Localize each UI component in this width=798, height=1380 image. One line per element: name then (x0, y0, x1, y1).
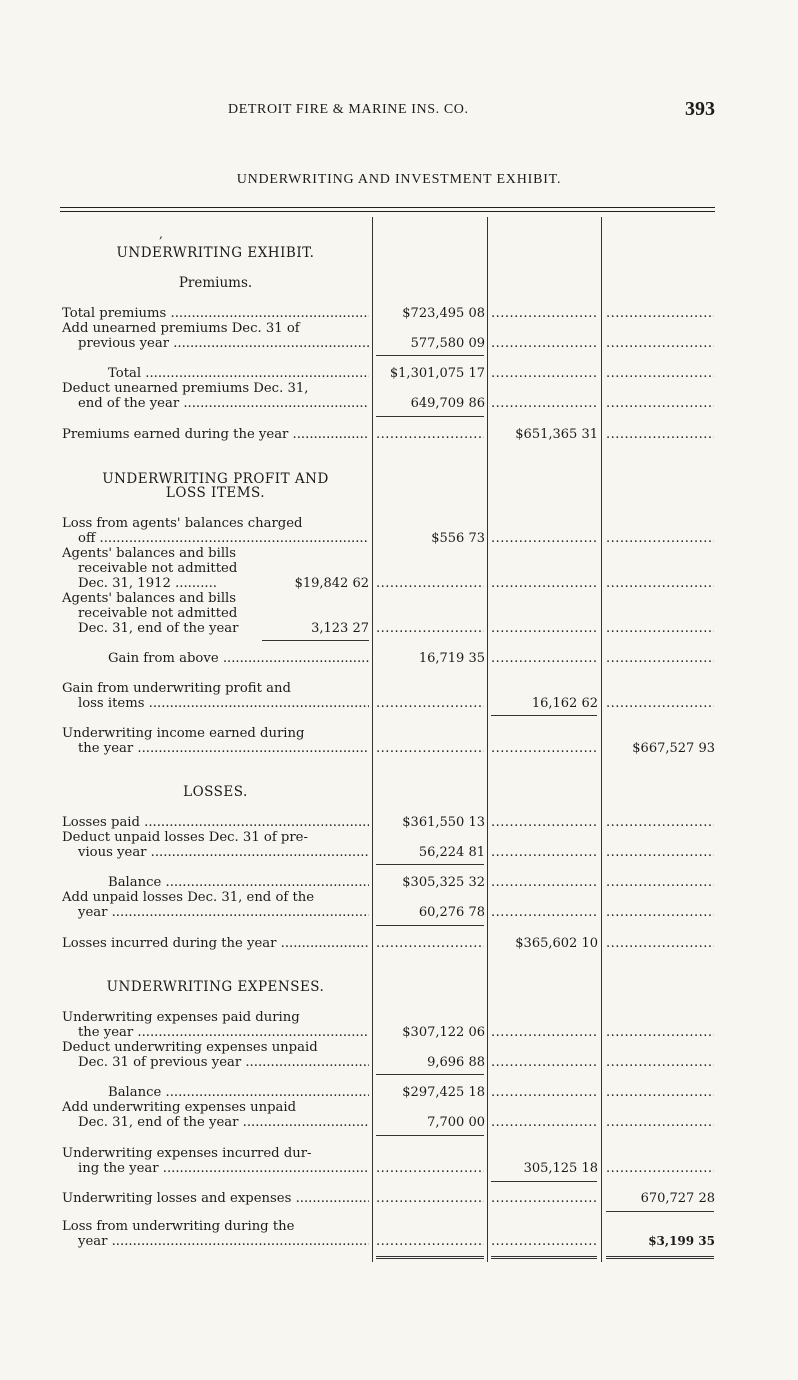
dot-leader (376, 1161, 484, 1176)
dot-leader (606, 1085, 714, 1100)
row-label: receivable not admitted (78, 561, 238, 576)
column-divider (601, 217, 602, 1262)
row-label: the year ..... (62, 1025, 369, 1040)
dot-leader (606, 366, 714, 381)
amount: 60,276 78 (418, 905, 485, 920)
dot-leader (376, 936, 484, 951)
closing-double-rule (376, 1256, 484, 1259)
dot-leader (606, 651, 714, 666)
dot-leader (491, 576, 597, 591)
dot-leader (606, 936, 714, 951)
sum-rule (376, 355, 484, 356)
sum-rule (262, 640, 369, 641)
row-label: ing the year ..... (62, 1161, 369, 1176)
row-label: Underwriting expenses incurred dur- (62, 1146, 312, 1161)
amount: 577,580 09 (410, 336, 485, 351)
sum-rule (376, 1074, 484, 1075)
sum-rule (376, 1135, 484, 1136)
sum-rule (376, 416, 484, 417)
row-label: the year ..... (62, 741, 369, 756)
closing-double-rule (491, 1256, 597, 1259)
dot-leader (606, 875, 714, 890)
amount: $307,122 06 (402, 1025, 485, 1040)
dot-leader (376, 1191, 484, 1206)
dot-leader (606, 531, 714, 546)
dot-leader (491, 1234, 597, 1249)
sum-rule (376, 925, 484, 926)
dot-leader (491, 845, 597, 860)
row-label: Underwriting losses and expenses ..... (62, 1191, 369, 1206)
amount: 3,123 27 (311, 621, 369, 636)
amount: 670,727 28 (640, 1191, 715, 1206)
column-divider (487, 217, 488, 1262)
subsection-heading: Premiums. (178, 275, 253, 291)
dot-leader (606, 1115, 714, 1130)
dot-leader (491, 531, 597, 546)
dot-leader (606, 1161, 714, 1176)
dot-leader (491, 741, 597, 756)
table-top-rule (60, 207, 715, 208)
dot-leader (376, 741, 484, 756)
dot-leader (376, 696, 484, 711)
amount: $297,425 18 (402, 1085, 485, 1100)
print-mark: , (159, 227, 163, 241)
row-label: Dec. 31, end of the year (78, 621, 239, 636)
row-label: Deduct unpaid losses Dec. 31 of pre- (62, 830, 308, 845)
dot-leader (376, 1234, 484, 1249)
section-heading: LOSS ITEMS. (165, 485, 266, 501)
dot-leader (606, 396, 714, 411)
sum-rule (376, 864, 484, 865)
amount: $556 73 (431, 531, 485, 546)
amount: 649,709 86 (410, 396, 485, 411)
row-label: Losses incurred during the year ..... (62, 936, 369, 951)
dot-leader (491, 815, 597, 830)
section-heading: UNDERWRITING EXHIBIT. (116, 245, 315, 261)
amount: $651,365 31 (515, 427, 598, 442)
row-label: Total ..... (62, 366, 369, 381)
row-label: Total premiums ..... (62, 306, 369, 321)
dot-leader (606, 427, 714, 442)
dot-leader (606, 815, 714, 830)
dot-leader (376, 427, 484, 442)
amount: 16,162 62 (531, 696, 598, 711)
amount: $365,602 10 (515, 936, 598, 951)
row-label: previous year ..... (62, 336, 369, 351)
running-head (60, 98, 715, 122)
page-number: 393 (685, 98, 715, 120)
row-label: off ..... (62, 531, 369, 546)
dot-leader (491, 1085, 597, 1100)
dot-leader (606, 845, 714, 860)
row-label: Loss from underwriting during the (62, 1219, 295, 1234)
dot-leader (491, 621, 597, 636)
dot-leader (606, 696, 714, 711)
row-label: loss items ..... (62, 696, 369, 711)
row-label: Underwriting income earned during (62, 726, 305, 741)
dot-leader (491, 1025, 597, 1040)
row-label: Agents' balances and bills (62, 591, 237, 606)
dot-leader (606, 306, 714, 321)
sum-rule (606, 1211, 714, 1212)
amount: $305,325 32 (402, 875, 485, 890)
row-label: Dec. 31, end of the year ..... (62, 1115, 369, 1130)
dot-leader (491, 1055, 597, 1070)
section-heading: LOSSES. (183, 784, 248, 800)
dot-leader (606, 621, 714, 636)
closing-double-rule (606, 1256, 714, 1259)
dot-leader (491, 1191, 597, 1206)
row-label: Add unearned premiums Dec. 31 of (62, 321, 300, 336)
row-label: Premiums earned during the year ..... (62, 427, 369, 442)
row-label: receivable not admitted (78, 606, 238, 621)
row-label: vious year ..... (62, 845, 369, 860)
running-title: DETROIT FIRE & MARINE INS. CO. (228, 102, 469, 117)
section-heading: UNDERWRITING EXPENSES. (106, 979, 325, 995)
amount: 7,700 00 (427, 1115, 485, 1130)
row-label: Gain from above ..... (62, 651, 369, 666)
column-divider (372, 217, 373, 1262)
sum-rule (491, 715, 597, 716)
amount: $667,527 93 (632, 741, 715, 756)
dot-leader (491, 1115, 597, 1130)
dot-leader (491, 366, 597, 381)
amount: 9,696 88 (427, 1055, 485, 1070)
dot-leader (491, 396, 597, 411)
row-label: Deduct underwriting expenses unpaid (62, 1040, 318, 1055)
row-label: Gain from underwriting profit and (62, 681, 291, 696)
row-label: Dec. 31, 1912 .......... (78, 576, 217, 591)
row-label: Dec. 31 of previous year ..... (62, 1055, 369, 1070)
dot-leader (606, 1025, 714, 1040)
amount: 305,125 18 (523, 1161, 598, 1176)
dot-leader (606, 905, 714, 920)
row-label: year ..... (62, 1234, 369, 1249)
exhibit-title: UNDERWRITING AND INVESTMENT EXHIBIT. (236, 172, 562, 187)
row-label: Balance ..... (62, 1085, 369, 1100)
section-heading: UNDERWRITING PROFIT AND (102, 471, 329, 487)
row-label: Loss from agents' balances charged (62, 516, 303, 531)
amount: $723,495 08 (402, 306, 485, 321)
row-label: Agents' balances and bills (62, 546, 237, 561)
dot-leader (376, 621, 484, 636)
dot-leader (606, 336, 714, 351)
dot-leader (491, 905, 597, 920)
row-label: Underwriting expenses paid during (62, 1010, 300, 1025)
row-label: Add underwriting expenses unpaid (62, 1100, 297, 1115)
amount: 16,719 35 (418, 651, 485, 666)
row-label: end of the year ..... (62, 396, 369, 411)
dot-leader (491, 336, 597, 351)
row-label: Losses paid ..... (62, 815, 369, 830)
dot-leader (376, 576, 484, 591)
dot-leader (491, 875, 597, 890)
sum-rule (491, 1181, 597, 1182)
dot-leader (491, 651, 597, 666)
dot-leader (606, 1055, 714, 1070)
amount: $19,842 62 (294, 576, 369, 591)
row-label: Deduct unearned premiums Dec. 31, (62, 381, 309, 396)
amount: 56,224 81 (418, 845, 485, 860)
amount: $361,550 13 (402, 815, 485, 830)
dot-leader (606, 576, 714, 591)
dot-leader (491, 306, 597, 321)
table-top-rule-2 (60, 211, 715, 212)
amount: $1,301,075 17 (389, 366, 485, 381)
row-label: Balance ..... (62, 875, 369, 890)
amount: $3,199 35 (648, 1234, 715, 1248)
row-label: year ..... (62, 905, 369, 920)
row-label: Add unpaid losses Dec. 31, end of the (62, 890, 315, 905)
